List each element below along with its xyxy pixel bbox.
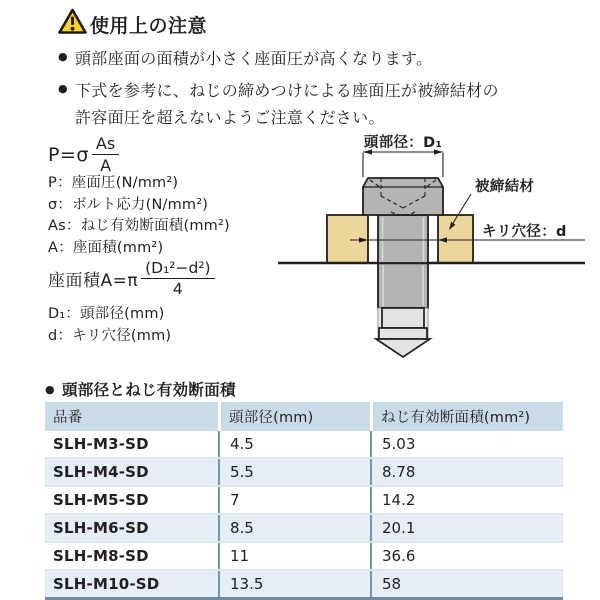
table-header-row — [45, 402, 563, 431]
bullet-icon: ● — [45, 382, 55, 396]
fraction-numerator: As — [92, 134, 119, 155]
part-number: SLH-M6-SD — [53, 519, 149, 537]
table-row — [45, 571, 563, 600]
area-formula-fraction — [141, 259, 215, 298]
table-row — [45, 487, 563, 515]
head-diameter-value: 8.5 — [218, 515, 370, 541]
pressure-formula-legend — [48, 173, 230, 259]
pressure-formula-lhs: P=σ — [48, 143, 89, 166]
bolt-tip — [376, 339, 430, 357]
table-row — [45, 431, 563, 459]
table-row — [45, 515, 563, 543]
table-section-title — [45, 378, 236, 400]
clamped-material-label: 被締結材 — [475, 179, 535, 195]
notice-bullet-2-text: 下式を参考に、ねじの締めつけによる座面圧が被締結材の — [75, 81, 499, 100]
effective-area-value: 58 — [370, 571, 563, 597]
hole-diameter-label: キリ穴径：d — [482, 224, 567, 240]
column-header-effective-area: ねじ有効断面積(mm²) — [370, 402, 563, 431]
head-diameter-dimension — [363, 133, 443, 177]
bolt-cross-section-diagram — [270, 130, 600, 375]
notice-bullet-2-continued: 許容面圧を超えないようご注意ください。 — [75, 108, 385, 127]
head-diameter-label: 頭部径：D₁ — [363, 135, 443, 151]
legend-line: D₁：頭部径(mm) — [48, 306, 165, 322]
part-number: SLH-M3-SD — [53, 435, 149, 453]
fraction-denominator: 4 — [172, 280, 183, 298]
notice-bullet-1 — [58, 46, 432, 69]
column-header-head-diameter: 頭部径(mm) — [218, 402, 370, 431]
legend-line: P：座面圧(N/mm²) — [48, 175, 179, 191]
table-row — [45, 459, 563, 487]
page-title: 使用上の注意 — [90, 15, 208, 37]
head-diameter-value: 7 — [218, 487, 370, 513]
effective-area-value: 36.6 — [370, 543, 563, 569]
notice-bullet-2 — [58, 78, 499, 101]
warning-triangle-icon — [57, 7, 88, 35]
part-number: SLH-M10-SD — [53, 575, 160, 593]
effective-area-value: 8.78 — [370, 459, 563, 485]
pressure-formula — [48, 134, 119, 175]
legend-line: d：キリ穴径(mm) — [48, 328, 172, 344]
area-formula-legend — [48, 303, 171, 347]
table-row — [45, 543, 563, 571]
part-number: SLH-M5-SD — [53, 491, 149, 509]
fraction-denominator: A — [100, 156, 112, 175]
effective-area-value: 20.1 — [370, 515, 563, 541]
fraction-numerator: (D₁²−d²) — [141, 259, 215, 279]
legend-line: σ：ボルト応力(N/mm²) — [48, 196, 209, 213]
legend-line: A：座面積(mm²) — [48, 239, 164, 256]
legend-line: As：ねじ有効断面積(mm²) — [48, 218, 230, 234]
head-diameter-value: 5.5 — [218, 459, 370, 485]
table-section-title-text: 頭部径とねじ有効断面積 — [62, 381, 236, 399]
effective-area-value: 5.03 — [370, 431, 563, 457]
area-formula-lhs: 座面積A=π — [48, 271, 139, 291]
head-diameter-value: 13.5 — [218, 571, 370, 597]
effective-area-value: 14.2 — [370, 487, 563, 513]
pressure-formula-fraction — [92, 134, 119, 175]
spec-table — [45, 402, 563, 600]
column-header-part-number: 品番 — [45, 402, 218, 431]
bullet-icon: ● — [58, 82, 68, 95]
head-diameter-value: 4.5 — [218, 431, 370, 457]
part-number: SLH-M8-SD — [53, 547, 149, 565]
part-number: SLH-M4-SD — [53, 463, 149, 481]
bullet-icon: ● — [58, 50, 68, 63]
bolt-shaft-lower — [376, 263, 430, 357]
area-formula — [48, 259, 215, 298]
bolt-head — [363, 178, 443, 215]
head-diameter-value: 11 — [218, 543, 370, 569]
notice-bullet-1-text: 頭部座面の面積が小さく座面圧が高くなります。 — [75, 49, 433, 68]
bolt-shaft-in-hole — [378, 215, 428, 263]
